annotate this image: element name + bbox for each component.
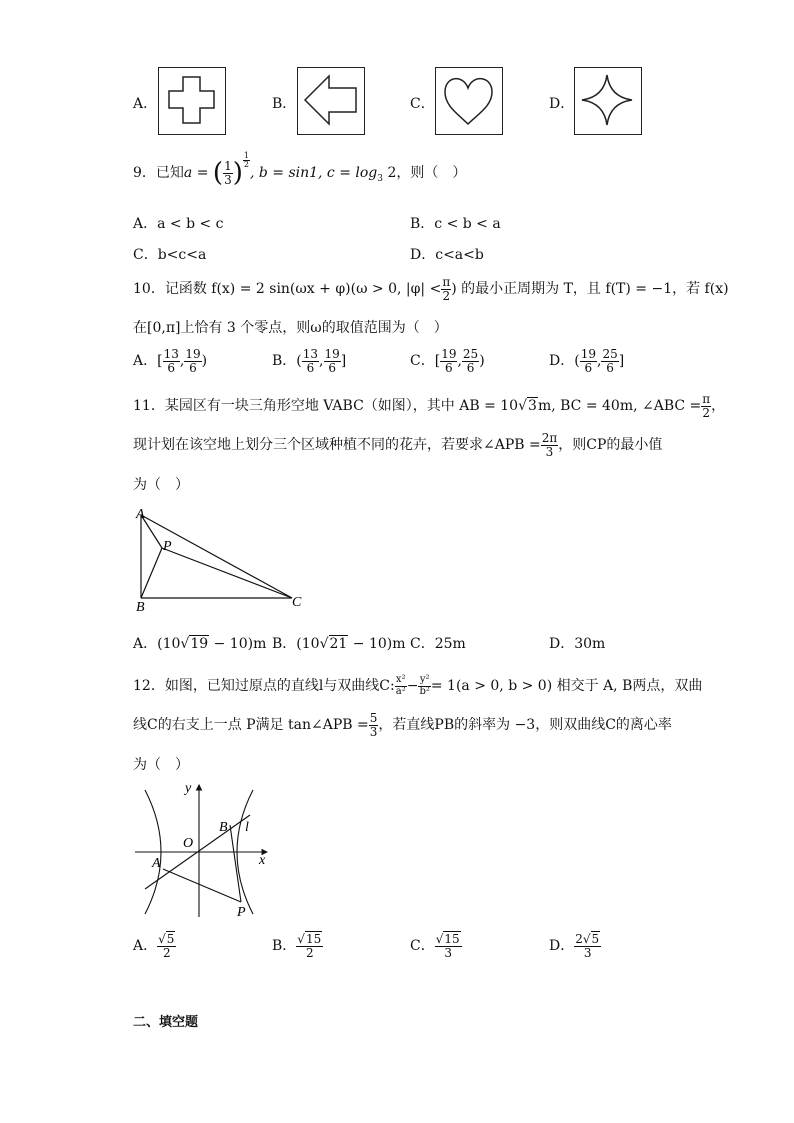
q11-line3: 为（ ） bbox=[133, 477, 189, 493]
q10-line1-b: ) 的最小正周期为 T，且 f(T) = −1，若 f(x) bbox=[451, 281, 729, 298]
q11-option-c: C．25m bbox=[410, 636, 466, 652]
label-p: P bbox=[237, 905, 246, 920]
segment-cp bbox=[162, 548, 292, 598]
q9-rest2: 2，则（ ） bbox=[383, 165, 467, 181]
q12-line3: 为（ ） bbox=[133, 757, 189, 773]
q9-option-a: A．a < b < c bbox=[133, 216, 224, 232]
q11-line2-b: ，则CP的最小值 bbox=[558, 437, 663, 454]
q12-five-thirds: $\frac{5}{3}$ bbox=[369, 711, 378, 739]
q11-triangle-figure bbox=[120, 500, 320, 620]
q11-option-d: D．30m bbox=[549, 636, 606, 652]
q12-option-a: A． $\frac{√5}{2}$ bbox=[133, 932, 175, 960]
q10-option-b: B．( $\frac{13}{6}$ , $\frac{19}{6}$ ] bbox=[272, 347, 347, 375]
option-b-label: B． bbox=[272, 96, 297, 112]
segment-bp bbox=[230, 825, 241, 902]
section-title: 二、填空题 bbox=[133, 1015, 199, 1030]
q12-line1: 12．如图，已知过原点的直线l与双曲线C: $\frac{\text{x²}}{\text{a²}}$ − $\frac{\text{y²}}{\text{b²}}$ = 1(a > 0, b > 0) 相交于 A, B两点，双曲 bbox=[133, 674, 703, 697]
segment-bp bbox=[141, 548, 162, 598]
option-c-figure bbox=[435, 67, 503, 135]
q9-option-d: D．c<a<b bbox=[410, 247, 484, 263]
q10-line2: 在[0,π]上恰有 3 个零点，则ω的取值范围为（ ） bbox=[133, 320, 448, 336]
q9-a-text: a = bbox=[183, 165, 209, 181]
heart-shape-icon bbox=[436, 68, 501, 133]
label-a: A bbox=[152, 856, 161, 871]
edge-ac bbox=[141, 515, 292, 598]
q10-option-c: C．[ $\frac{19}{6}$ , $\frac{25}{6}$ ) bbox=[410, 347, 485, 375]
label-p: P bbox=[163, 539, 172, 554]
q12-hyperbola-figure bbox=[125, 775, 285, 925]
q12-x-over-a: $\frac{\text{x²}}{\text{a²}}$ bbox=[395, 674, 406, 697]
q11-line2-a: 现计划在该空地上划分三个区域种植不同的花卉，若要求∠APB = bbox=[133, 437, 541, 454]
q9-exponent: $\frac{1}{2}$ bbox=[243, 151, 249, 170]
q11-option-a: A．(10√19 − 10)m bbox=[133, 636, 267, 652]
label-y: y bbox=[185, 781, 192, 796]
q12-line2 bbox=[133, 712, 672, 738]
option-a-figure bbox=[158, 67, 226, 135]
four-point-star-shape-icon bbox=[575, 68, 640, 133]
option-d-figure bbox=[574, 67, 642, 135]
q11-line1-b: m, BC = 40m, ∠ABC = bbox=[537, 398, 702, 415]
label-b: B bbox=[219, 820, 228, 835]
label-b: B bbox=[136, 600, 145, 615]
q9-log-base: 3 bbox=[377, 173, 384, 184]
q9-option-c: C．b<c<a bbox=[133, 247, 207, 263]
q9-right-paren: ) bbox=[232, 158, 243, 188]
q12-y-over-b: $\frac{\text{y²}}{\text{b²}}$ bbox=[419, 674, 430, 697]
q10-line1-a: 10．记函数 f(x) = 2 sin(ωx + φ)(ω > 0, |φ| < bbox=[133, 281, 442, 298]
label-o: O bbox=[183, 836, 194, 851]
q11-line2 bbox=[133, 432, 662, 458]
option-c-label: C． bbox=[410, 96, 435, 112]
q9-base-fraction: $\frac{1}{3}$ bbox=[224, 158, 232, 187]
q9-number: 9． bbox=[133, 165, 156, 181]
q12-option-b: B． $\frac{√15}{2}$ bbox=[272, 932, 322, 960]
q9-left-paren: ( bbox=[212, 158, 224, 188]
q9-stem bbox=[133, 151, 467, 188]
label-c: C bbox=[292, 595, 302, 610]
q9-rest: , b = sin1, c = log bbox=[249, 165, 378, 181]
label-a: A bbox=[136, 507, 145, 522]
q11-option-b: B．(10√21 − 10)m bbox=[272, 636, 406, 652]
q9-option-b: B．c < b < a bbox=[410, 216, 501, 232]
q12-line1-a: 12．如图，已知过原点的直线l与双曲线C: bbox=[133, 678, 395, 694]
segment-ap bbox=[163, 869, 241, 902]
q11-line1-a: 11．某园区有一块三角形空地 VABC（如图），其中 AB = 10 bbox=[133, 398, 519, 415]
q9-prefix: 已知 bbox=[155, 165, 184, 181]
q11-sqrt3: 3 bbox=[528, 398, 537, 415]
label-x: x bbox=[259, 853, 266, 868]
q10-option-a: A．[ $\frac{13}{6}$ , $\frac{19}{6}$ ) bbox=[133, 347, 208, 375]
q10-option-d: D．( $\frac{19}{6}$ , $\frac{25}{6}$ ] bbox=[549, 347, 625, 375]
q11-line1: 11．某园区有一块三角形空地 VABC（如图），其中 AB = 10√3m, BC = 40m, ∠ABC = $\frac{\pi}{2}$ ， bbox=[133, 392, 726, 420]
label-l: l bbox=[245, 820, 249, 835]
q12-line2-b: ，若直线PB的斜率为 −3，则双曲线C的离心率 bbox=[378, 717, 672, 734]
q11-two-pi-over-three: $\frac{2\pi}{3}$ bbox=[541, 431, 558, 459]
option-a-label: A． bbox=[133, 96, 158, 112]
q10-pi-over-two: $\frac{\pi}{2}$ bbox=[442, 275, 451, 303]
q11-pi-over-two: $\frac{\pi}{2}$ bbox=[702, 392, 711, 420]
q12-option-c: C． $\frac{√15}{3}$ bbox=[410, 932, 460, 960]
plus-shape-icon bbox=[159, 68, 224, 133]
option-b-figure bbox=[297, 67, 365, 135]
left-arrow-shape-icon bbox=[298, 68, 363, 133]
q10-line1 bbox=[133, 276, 729, 302]
q12-line1-b: = 1(a > 0, b > 0) 相交于 A, B两点，双曲 bbox=[430, 678, 703, 694]
option-d-label: D． bbox=[549, 96, 575, 112]
q12-option-d: D． $\frac{2√5}{3}$ bbox=[549, 932, 600, 960]
q12-line2-a: 线C的右支上一点 P满足 tan∠APB = bbox=[133, 717, 369, 734]
